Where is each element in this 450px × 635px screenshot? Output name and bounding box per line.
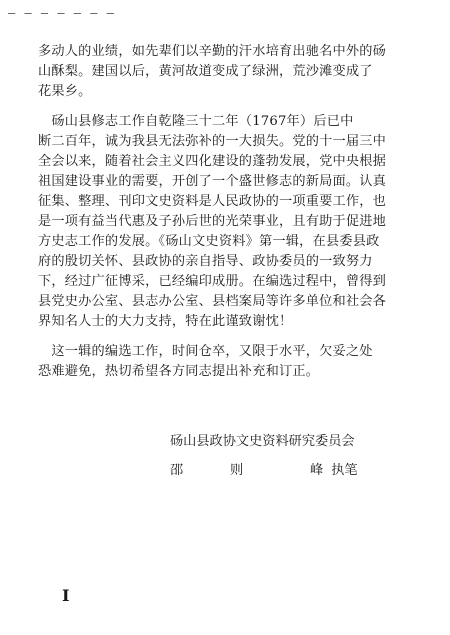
text-line: 多动人的业绩，如先辈们以辛勤的汗水培育出驰名中外的砀 bbox=[38, 44, 387, 59]
text-line: 府的殷切关怀、县政协的亲自指导、政协委员的一致努力 bbox=[38, 254, 373, 269]
author-name-2: 则 bbox=[230, 463, 244, 478]
text-line: 县党史办公室、县志办公室、县档案局等许多单位和社会各 bbox=[38, 294, 387, 309]
text-line: 是一项有益当代惠及子孙后世的光荣事业，且有助于促进地 bbox=[38, 214, 387, 229]
author-name-3: 峰 bbox=[310, 463, 324, 478]
top-edge-dashes: — — — — — — — bbox=[8, 6, 115, 20]
text-line: 这一辑的编选工作，时间仓卒，又限于水平，欠妥之处 bbox=[38, 344, 373, 359]
text-line: 断二百年，诚为我县无法弥补的一大损失。党的十一届三中 bbox=[38, 134, 387, 149]
text-line: 界知名人士的大力支持，特在此谨致谢忱！ bbox=[38, 314, 293, 329]
text-line: 方史志工作的发展。《砀山文史资料》第一辑，在县委县政 bbox=[38, 234, 380, 249]
text-line: 恐难避免，热切希望各方同志提出补充和订正。 bbox=[38, 364, 320, 379]
signature-organization: 砀山县政协文史资料研究委员会 bbox=[170, 434, 355, 449]
text-line: 山酥梨。建国以后，黄河故道变成了绿洲，荒沙滩变成了 bbox=[38, 64, 373, 79]
author-name-1: 邵 bbox=[170, 463, 184, 478]
signature-authors bbox=[170, 459, 358, 478]
text-line: 砀山县修志工作自乾隆三十二年（1767年）后已中 bbox=[38, 114, 354, 129]
signature-block bbox=[170, 430, 358, 478]
text-line: 花果乡。 bbox=[38, 84, 92, 99]
text-line: 征集、整理、刊印文史资料是人民政协的一项重要工作，也 bbox=[38, 194, 387, 209]
paragraph-gap bbox=[38, 102, 410, 112]
text-line: 全会以来，随着社会主义四化建设的蓬勃发展，党中央根据 bbox=[38, 154, 387, 169]
page-number: I bbox=[62, 586, 70, 605]
text-line: 下，经过广征博采，已经编印成册。在编选过程中，曾得到 bbox=[38, 274, 387, 289]
author-suffix: 执笔 bbox=[331, 463, 358, 478]
text-line: 祖国建设事业的需要，开创了一个盛世修志的新局面。认真 bbox=[38, 174, 387, 189]
paragraph-gap bbox=[38, 332, 410, 342]
preface-body bbox=[38, 42, 410, 382]
